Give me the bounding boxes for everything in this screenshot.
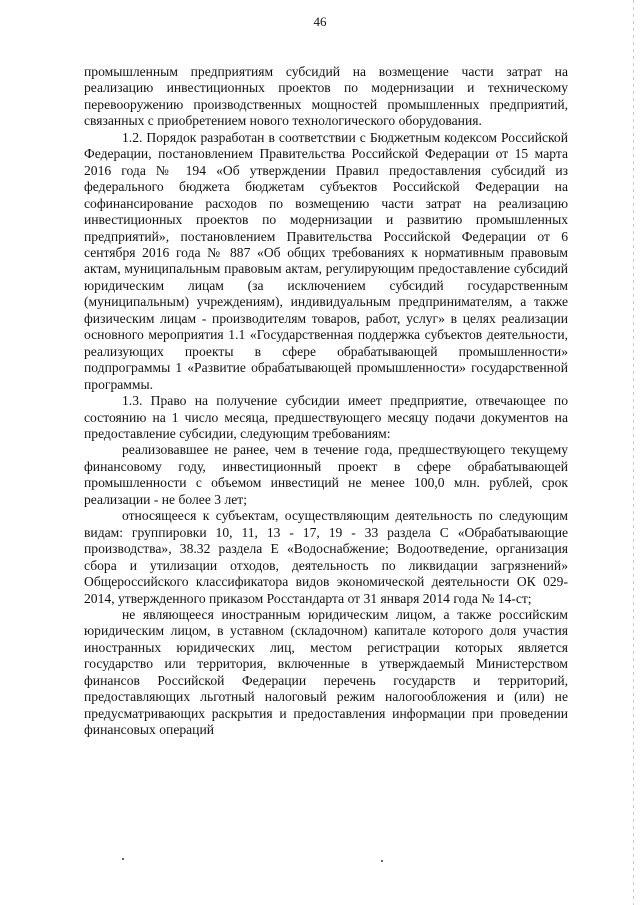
document-body: [84, 64, 568, 739]
scan-speck: [381, 860, 383, 862]
paragraph-1-2: 1.2. Порядок разработан в соответствии с Бюджетным кодексом Российской Федерации, постановлением Правительства Российской Федерации от 15 марта 2016 года № 194 «Об утверждении Правил предоставления субсидий из федерального бюджета бюджетам субъектов Российской Федерации на софинансирование расходов по возмещению части затрат на реализацию инвестиционных проектов по модернизации и развитию промышленных предприятий», постановлением Правительства Российской Федерации от 6 сентября 2016 года № 887 «Об общих требованиях к нормативным правовым актам, муниципальным правовым актам, регулирующим предоставление субсидий юридическим лицам (за исключением субсидий государственным (муниципальным) учреждениям), индивидуальным предпринимателям, а также физическим лицам - производителям товаров, работ, услуг» в целях реализации основного мероприятия 1.1 «Государственная поддержка субъектов деятельности, реализующих проекты в сфере обрабатывающей промышленности» подпрограммы 1 «Развитие обрабатывающей промышленности» государственной программы.: [84, 129, 568, 392]
requirement-not-foreign-entity: не являющееся иностранным юридическим лицом, а также российским юридическим лицом, в уставном (складочном) капитале которого доля участия иностранных юридических лиц, местом регистрации которых является государство или территория, включенные в утверждаемый Министерством финансов Российской Федерации перечень государств и территорий, предоставляющих льготный налоговый режим налогообложения и (или) не предусматривающих раскрытия и предоставления информации при проведении финансовых операций: [84, 606, 568, 738]
requirement-investment-project: реализовавшее не ранее, чем в течение года, предшествующего текущему финансовому году, инвестиционный проект в сфере обрабатывающей промышленности с объемом инвестиций не менее 100,0 млн. рублей, срок реализации - не более 3 лет;: [84, 442, 568, 507]
page-number: 46: [313, 14, 327, 29]
scan-edge: [633, 0, 634, 905]
paragraph-continuation: промышленным предприятиям субсидий на возмещение части затрат на реализацию инвестиционных проектов по модернизации и техническому перевооружению производственных мощностей промышленных предприятий, связанных с приобретением нового технологического оборудования.: [84, 64, 568, 129]
requirement-activity-types: относящееся к субъектам, осуществляющим деятельность по следующим видам: группировки 10, 11, 13 - 17, 19 - 33 раздела С «Обрабатывающие производства», 38.32 раздела Е «Водоснабжение; Водоотведение, организация сбора и утилизации отходов, деятельность по ликвидации загрязнений» Общероссийского классификатора видов экономической деятельности ОК 029-2014, утвержденного приказом Росстандарта от 31 января 2014 года № 14-ст;: [84, 508, 568, 606]
scan-speck: [122, 858, 124, 860]
paragraph-1-3: 1.3. Право на получение субсидии имеет предприятие, отвечающее по состоянию на 1 число месяца, предшествующего месяцу подачи документов на предоставление субсидии, следующим требованиям:: [84, 393, 568, 441]
